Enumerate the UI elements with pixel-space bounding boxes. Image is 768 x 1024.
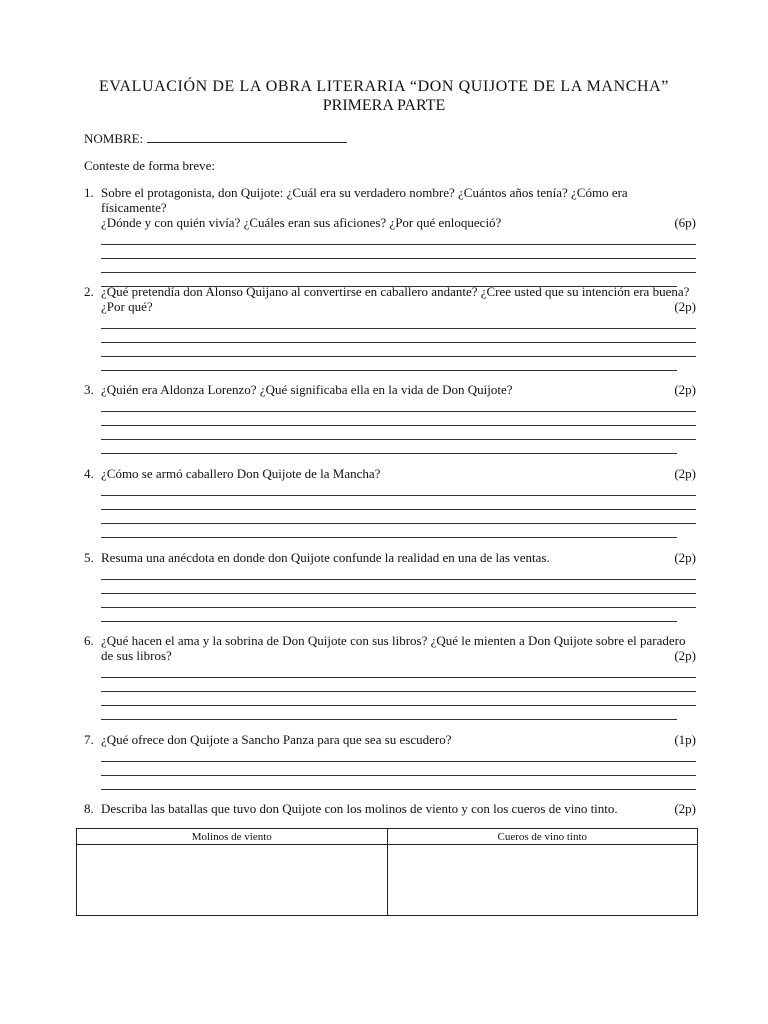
question-number: 2. [84, 284, 94, 299]
question-number: 1. [84, 185, 94, 200]
question-line [101, 801, 696, 816]
question-text [101, 185, 696, 230]
points-label: (2p) [674, 382, 696, 397]
question-text [101, 633, 696, 663]
answer-line[interactable] [101, 259, 696, 273]
answer-line[interactable] [101, 776, 696, 790]
question-8 [84, 801, 696, 816]
answer-area[interactable] [101, 748, 696, 790]
answer-line[interactable] [101, 440, 677, 454]
question-text [101, 382, 696, 397]
question-number: 7. [84, 732, 94, 747]
question-line-text: ¿Cómo se armó caballero Don Quijote de la Mancha? [101, 466, 381, 481]
question-text [101, 732, 696, 747]
question-text [101, 550, 696, 565]
points-label: (2p) [674, 801, 696, 816]
points-label: (2p) [674, 466, 696, 481]
question-line: ¿Qué hacen el ama y la sobrina de Don Quijote con sus libros? ¿Qué le mienten a Don Quijote sobre el paradero [101, 633, 686, 648]
question-5 [84, 550, 696, 622]
page-title: EVALUACIÓN DE LA OBRA LITERARIA “DON QUIJOTE DE LA MANCHA” [98, 78, 670, 95]
answer-line[interactable] [101, 357, 677, 371]
question-number: 6. [84, 633, 94, 648]
question-7 [84, 732, 696, 790]
answer-line[interactable] [101, 245, 696, 259]
question-text [101, 466, 696, 481]
question-line [101, 732, 696, 747]
points-label: (1p) [674, 732, 696, 747]
question-number: 4. [84, 466, 94, 481]
question-line-text: Resuma una anécdota en donde don Quijote confunde la realidad en una de las ventas. [101, 550, 550, 565]
points-label: (2p) [674, 550, 696, 565]
battles-table [76, 828, 698, 916]
question-line-text: ¿Dónde y con quién vivía? ¿Cuáles eran sus aficiones? ¿Por qué enloqueció? [101, 215, 502, 230]
answer-area[interactable] [101, 231, 696, 287]
answer-line[interactable] [101, 748, 696, 762]
answer-line[interactable] [101, 496, 696, 510]
question-line-text: de sus libros? [101, 648, 172, 663]
answer-line[interactable] [101, 510, 696, 524]
points-label: (2p) [674, 648, 696, 663]
name-row [84, 130, 347, 147]
answer-line[interactable] [101, 678, 696, 692]
question-line [101, 382, 696, 397]
answer-line[interactable] [101, 566, 696, 580]
question-line-text: ¿Quién era Aldonza Lorenzo? ¿Qué significaba ella en la vida de Don Quijote? [101, 382, 513, 397]
answer-line[interactable] [101, 343, 696, 357]
answer-line[interactable] [101, 329, 696, 343]
question-line-text: Describa las batallas que tuvo don Quijote con los molinos de viento y con los cueros de vino tinto. [101, 801, 618, 816]
question-number: 3. [84, 382, 94, 397]
question-6 [84, 633, 696, 720]
cueros-answer-cell[interactable] [387, 845, 698, 916]
question-2 [84, 284, 696, 371]
question-text [101, 284, 696, 314]
name-label: NOMBRE: [84, 131, 144, 146]
answer-line[interactable] [101, 524, 677, 538]
answer-area[interactable] [101, 566, 696, 622]
question-4 [84, 466, 696, 538]
answer-line[interactable] [101, 594, 696, 608]
question-line [101, 648, 696, 663]
question-line-text: ¿Por qué? [101, 299, 153, 314]
answer-line[interactable] [101, 664, 696, 678]
answer-line[interactable] [101, 482, 696, 496]
points-label: (2p) [674, 299, 696, 314]
question-line [101, 299, 696, 314]
question-line [101, 550, 696, 565]
answer-line[interactable] [101, 315, 696, 329]
points-label: (6p) [674, 215, 696, 230]
answer-area[interactable] [101, 398, 696, 454]
question-line [101, 215, 696, 230]
column-header-cueros: Cueros de vino tinto [387, 829, 698, 845]
instructions: Conteste de forma breve: [84, 158, 216, 173]
question-line [101, 466, 696, 481]
answer-line[interactable] [101, 580, 696, 594]
question-number: 5. [84, 550, 94, 565]
question-text [101, 801, 696, 816]
answer-line[interactable] [101, 412, 696, 426]
answer-line[interactable] [101, 762, 696, 776]
column-header-molinos: Molinos de viento [77, 829, 388, 845]
answer-area[interactable] [101, 482, 696, 538]
answer-line[interactable] [101, 706, 677, 720]
question-line: Sobre el protagonista, don Quijote: ¿Cuál era su verdadero nombre? ¿Cuántos años tenía? ¿Cómo era físicamente? [101, 185, 628, 215]
question-number: 8. [84, 801, 94, 816]
name-field[interactable] [147, 130, 347, 143]
answer-area[interactable] [101, 664, 696, 720]
answer-area[interactable] [101, 315, 696, 371]
answer-line[interactable] [101, 426, 696, 440]
answer-line[interactable] [101, 398, 696, 412]
question-line-text: ¿Qué ofrece don Quijote a Sancho Panza para que sea su escudero? [101, 732, 452, 747]
question-line: ¿Qué pretendía don Alonso Quijano al convertirse en caballero andante? ¿Cree usted que su intención era buena? [101, 284, 690, 299]
molinos-answer-cell[interactable] [77, 845, 388, 916]
answer-line[interactable] [101, 608, 677, 622]
answer-line[interactable] [101, 692, 696, 706]
answer-line[interactable] [101, 231, 696, 245]
question-1 [84, 185, 696, 287]
question-3 [84, 382, 696, 454]
page-subtitle: PRIMERA PARTE [322, 97, 446, 114]
